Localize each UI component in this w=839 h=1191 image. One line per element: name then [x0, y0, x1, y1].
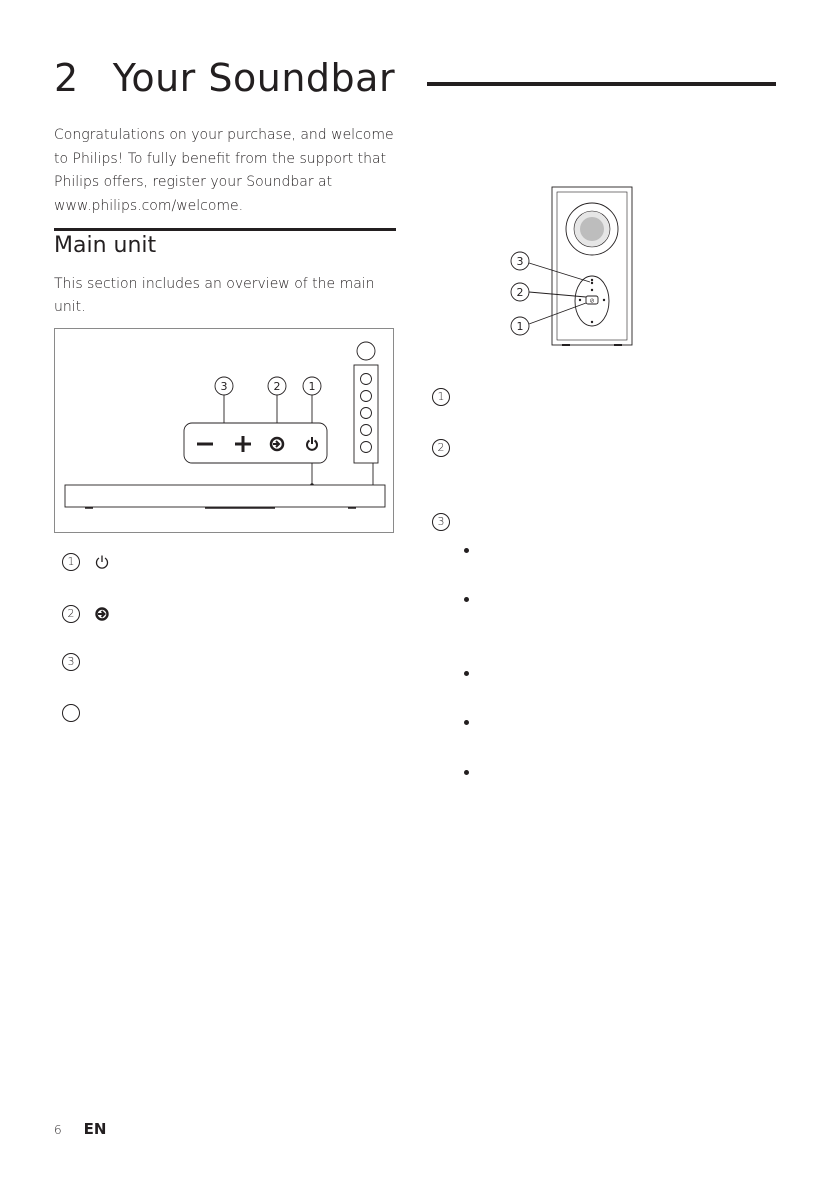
- page-footer: [54, 1120, 106, 1138]
- language-code: EN: [83, 1120, 107, 1138]
- section-title: Main unit: [54, 233, 157, 258]
- chapter-heading: [54, 56, 395, 100]
- sub-legend-number-3: 3: [432, 513, 450, 531]
- svg-text:⊘: ⊘: [589, 297, 595, 305]
- main-callout-1-label: 1: [308, 380, 316, 393]
- bullet-3: [464, 671, 469, 676]
- sub-legend-item-2: [432, 439, 450, 457]
- section-rule: [54, 228, 396, 231]
- empty-circle-icon: [62, 704, 80, 722]
- section-intro: This section includes an overview of the main unit.: [54, 276, 375, 315]
- intro-paragraph: Congratulations on your purchase, and welcome to Philips! To fully benefit from the support that Philips offers, register your Soundbar at www.philips.com/welcome.: [54, 127, 394, 214]
- subwoofer-figure: [500, 185, 640, 355]
- soundbar-body: [65, 485, 385, 507]
- bullet-1: [464, 548, 469, 553]
- main-callout-2: [268, 377, 286, 395]
- sub-callout-3-label: 3: [516, 255, 524, 268]
- source-icon: [94, 606, 110, 622]
- power-icon: [94, 554, 110, 570]
- main-legend-number-2: 2: [62, 605, 80, 623]
- main-legend-item-2: [62, 605, 110, 623]
- sub-callout-1-label: 1: [516, 320, 524, 333]
- sub-legend-item-3: [432, 513, 450, 531]
- sub-callout-2-label: 2: [516, 286, 524, 299]
- sub-callout-3: [511, 252, 529, 270]
- main-callout-3: [215, 377, 233, 395]
- led-panel: [354, 365, 378, 463]
- main-legend-item-3: [62, 653, 80, 671]
- chapter-title: Your Soundbar: [112, 56, 396, 100]
- top-rule: [427, 82, 776, 86]
- main-unit-figure: [54, 328, 394, 533]
- chapter-number: 2: [54, 56, 79, 100]
- main-legend-item-4: [62, 704, 80, 722]
- bullet-4: [464, 720, 469, 725]
- sub-legend-item-1: [432, 388, 450, 406]
- bullet-2: [464, 597, 469, 602]
- sub-callout-2: [511, 283, 529, 301]
- main-callout-3-label: 3: [220, 380, 228, 393]
- main-legend-number-1: 1: [62, 553, 80, 571]
- bullet-5: [464, 770, 469, 775]
- main-legend-item-1: [62, 553, 110, 571]
- indicator-circle-icon: [357, 342, 375, 360]
- main-unit-illustration: [55, 329, 395, 534]
- main-legend-number-3: 3: [62, 653, 80, 671]
- sub-legend-number-2: 2: [432, 439, 450, 457]
- sub-legend-number-1: 1: [432, 388, 450, 406]
- main-callout-2-label: 2: [273, 380, 281, 393]
- main-callout-1: [303, 377, 321, 395]
- sub-callout-1: [511, 317, 529, 335]
- page-number: 6: [54, 1123, 62, 1137]
